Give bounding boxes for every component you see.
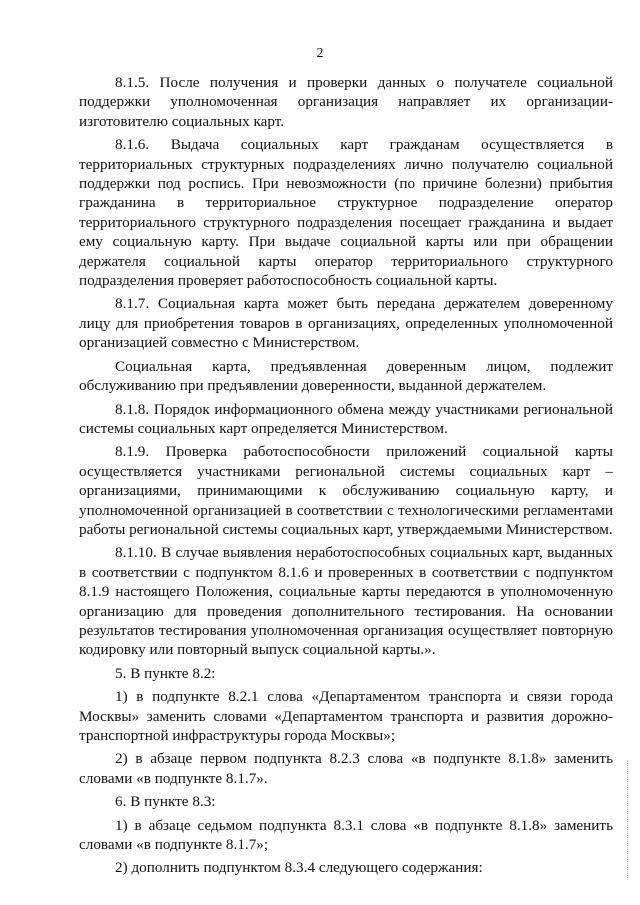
- paragraph-8-1-6: 8.1.6. Выдача социальных карт гражданам осуществляется в территориальных структурных подразделениях лично получателю социальной поддержки под роспись. При невозможности (по причине болезни) прибытия гражданина в территориальное структурное подразделение оператор территориального структурного подразделения посещает гражданина и выдает ему социальную карту. При выдаче социальной карты или при обращении держателя социальной карты оператор территориального структурного подразделения проверяет работоспособность социальной карты.: [79, 136, 613, 290]
- paragraph-item-6-1: 1) в абзаце седьмом подпункта 8.3.1 слова «в подпункте 8.1.8» заменить словами «в подпункте 8.1.7»;: [79, 816, 613, 854]
- paragraph-item-5-2: 2) в абзаце первом подпункта 8.2.3 слова «в подпункте 8.1.8» заменить словами «в подпункте 8.1.7».: [79, 750, 613, 787]
- paragraph-8-1-10: 8.1.10. В случае выявления неработоспособных социальных карт, выданных в соответствии с подпунктом 8.1.6 и проверенных в соответствии с подпунктом 8.1.9 настоящего Положения, социальные карты передаются в уполномоченную организацию для проведения дополнительного тестирования. На основании результатов тестирования уполномоченная организация осуществляет повторную кодировку или повторный выпуск социальной карты.».: [79, 544, 613, 659]
- paragraph-item-6-2: 2) дополнить подпунктом 8.3.4 следующего содержания:: [115, 859, 483, 877]
- document-body: [79, 73, 613, 878]
- scan-edge-mark: [627, 760, 630, 880]
- paragraph-item-6: 6. В пункте 8.3:: [115, 793, 216, 811]
- paragraph-item-5: 5. В пункте 8.2:: [115, 664, 216, 682]
- paragraph-8-1-7: 8.1.7. Социальная карта может быть передана держателем доверенному лицу для приобретения товаров в организациях, определенных уполномоченной организацией совместно с Министерством.: [79, 295, 613, 352]
- paragraph-proxy: Социальная карта, предъявленная доверенным лицом, подлежит обслуживанию при предъявлении доверенности, выданной держателем.: [79, 357, 613, 395]
- paragraph-item-5-1: 1) в подпункте 8.2.1 слова «Департаментом транспорта и связи города Москвы» заменить словами «Департаментом транспорта и развития дорожно-транспортной инфраструктуры города Москвы»;: [79, 688, 613, 744]
- paragraph-8-1-8: 8.1.8. Порядок информационного обмена между участниками региональной системы социальных карт определяется Министерством.: [79, 400, 613, 437]
- paragraph-8-1-5: 8.1.5. После получения и проверки данных о получателе социальной поддержки уполномоченная организация направляет их организации-изготовителю социальных карт.: [79, 74, 613, 130]
- paragraph-8-1-9: 8.1.9. Проверка работоспособности приложений социальной карты осуществляется участниками региональной системы социальных карт – организациями, принимающими к обслуживанию социальную карту, и уполномоченной организацией в соответствии с технологическими регламентами работы региональной системы социальных карт, утверждаемыми Министерством.: [79, 443, 613, 538]
- page-number: 2: [316, 46, 324, 61]
